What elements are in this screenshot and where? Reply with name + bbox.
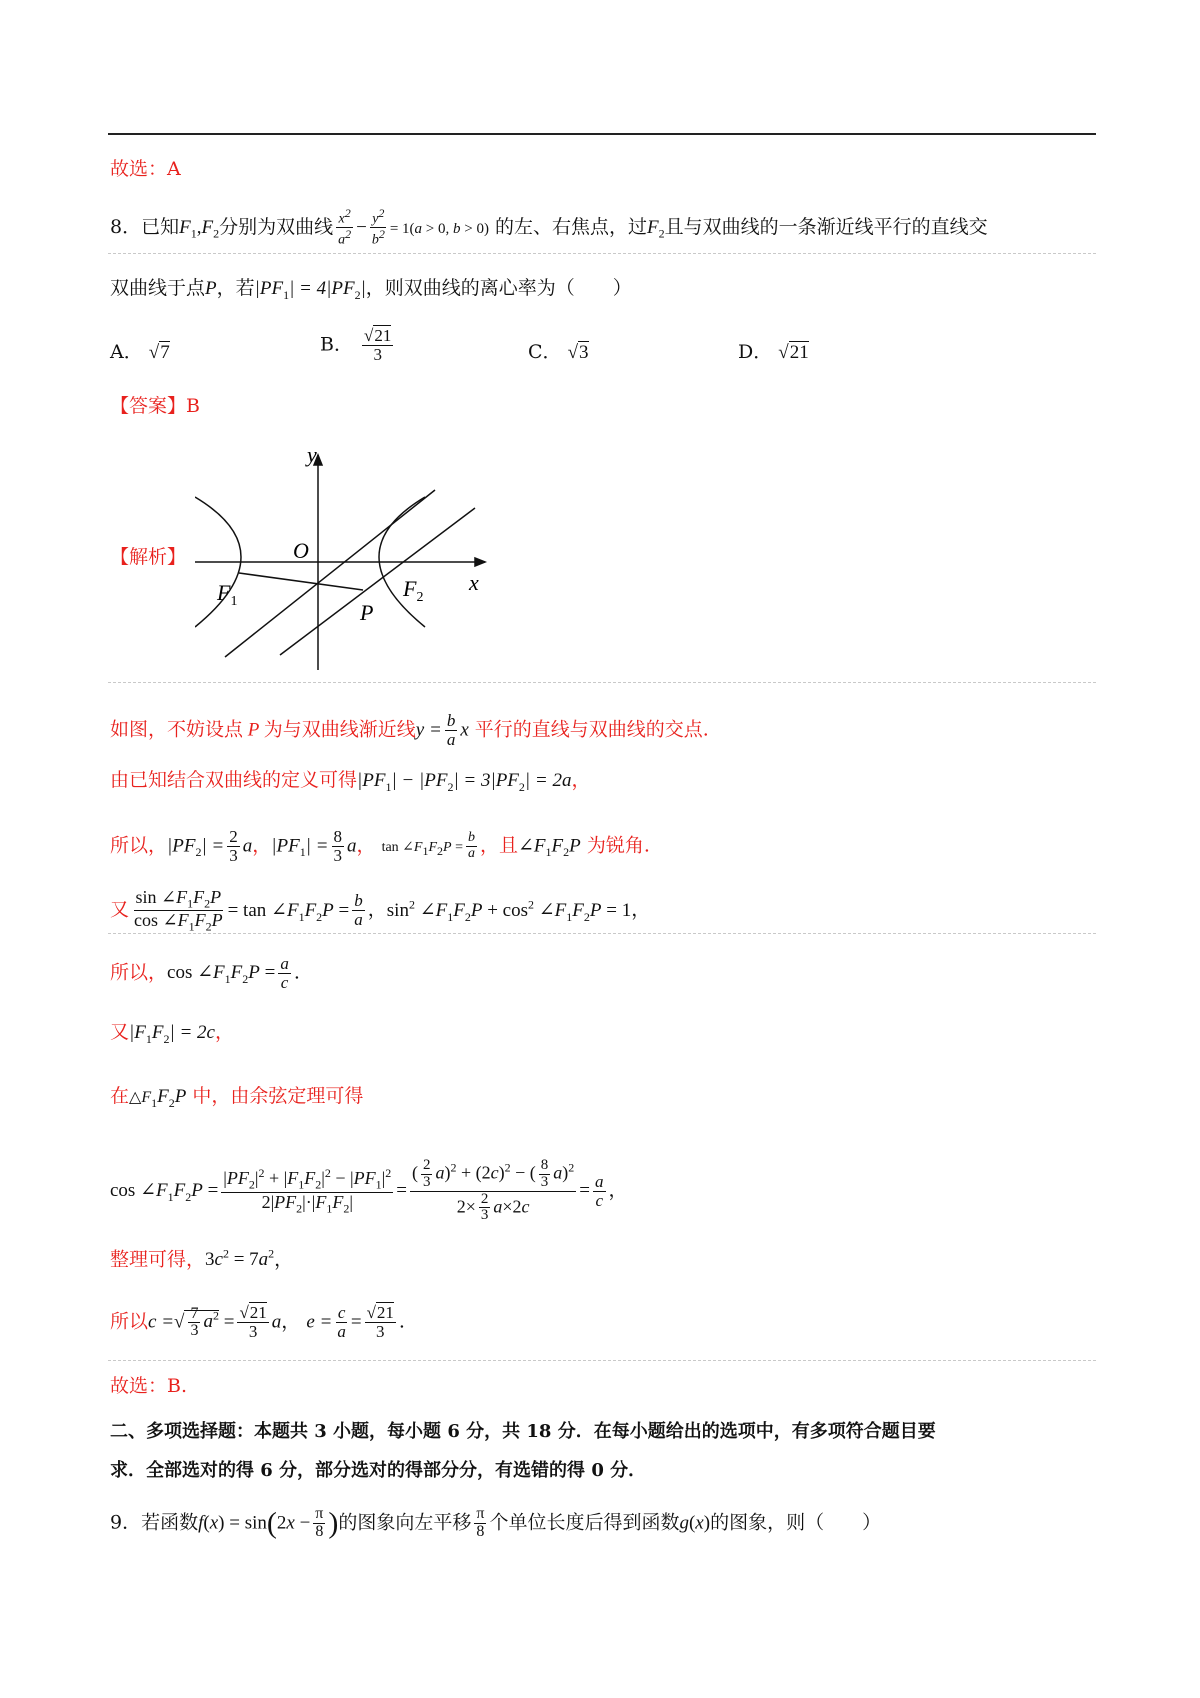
sol-line11: 故选：B. (110, 1375, 188, 1397)
cosine-law-formula: $\cos \angle F_1F_2P$ = $\frac{|PF_2|^2 + |F_1F_2|^2 - |PF_1|^2}{2|PF_2|\cdot|F_1F_2|}$ = ( $\frac{2}{3}$ $a)^2 + (2c)^2$ − ( $\frac{8}{3}$ a)$^2$ 2× $\frac{2}{3}$ a×2c = $\frac{a}{c}$ ， (110, 1157, 628, 1224)
f2-label: $F_2$ (403, 576, 424, 605)
sol-line3: 所以，$|PF_2|$ = $\frac{2}{3}$ a，$|PF_1|$ = $\frac{8}{3}$ a， $\tan \angle F_1F_2P$ = $\frac{b}{a}$ ，且$\angle F_1F_2P$ 为锐角. (110, 827, 650, 865)
q8-line1: 8．已知$F_1,F_2$分别为双曲线 $\frac{x^2}{a^2}$ − $\frac{y^2}{b^2}$ = 1(a > 0, b > 0) 的左、右焦点，过$F_2$且与双曲线的一条渐近线平行的直线交 (110, 206, 988, 248)
answer-label: 【答案】B (110, 395, 200, 417)
segment-f1-p (239, 573, 363, 590)
sol-line4: 又 $\frac{\sin \angle F_1F_2P}{\cos \angle F_1F_2P}$ = $\tan \angle F_1F_2P$ = $\frac{b}{a}$ ，$\sin^2$ $\angle F_1F_2P + \cos^2$ $\angle F_1F_2P = 1$， (110, 887, 651, 934)
y-label: y (307, 450, 317, 467)
divider (108, 1360, 1096, 1361)
sol-line7: 在$\triangle F_1F_2P$ 中，由余弦定理可得 (110, 1085, 364, 1110)
section2-line1: 二、多项选择题：本题共 3 小题，每小题 6 分，共 18 分．在每小题给出的选项中，有多项符合题目要 (110, 1421, 936, 1442)
sol-line2: 由已知结合双曲线的定义可得$|PF_1| - |PF_2| = 3|PF_2| = 2a$， (110, 769, 591, 794)
section2-line2: 求．全部选对的得 6 分，部分选对的得部分分，有选错的得 0 分． (110, 1460, 647, 1481)
sol-line5: 所以，$\cos \angle F_1F_2P$ = $\frac{a}{c}$ . (110, 954, 300, 992)
option-b: B． $\frac{√21}{3}$ (320, 326, 392, 364)
option-a: A． √7 (110, 341, 170, 363)
frac-x2-a2: $\frac{x^2}{a^2}$ (338, 206, 352, 248)
q8-line2: 双曲线于点P，若$|PF_1| = 4|PF_2|$，则双曲线的离心率为（ ） (110, 277, 632, 302)
sol-line10: 所以c =√ $\frac{7}{3}$ $a^2$ = $\frac{√21}{3}$ a， e = $\frac{c}{a}$ = $\frac{√21}{3}$ . (110, 1303, 405, 1341)
prev-answer: 故选：A (110, 158, 181, 180)
divider (108, 253, 1096, 254)
sol-line9: 整理可得，$3c^2 = 7a^2$， (110, 1247, 294, 1271)
asymptote-line (225, 490, 435, 657)
p-label: P (360, 600, 374, 625)
sol-line1: 如图，不妨设点 P 为与双曲线渐近线y = $\frac{b}{a}$ x 平行的直线与双曲线的交点. (110, 711, 709, 749)
x-label: x (469, 570, 479, 595)
q9-line: 9．若函数f(x) = sin(2x − $\frac{\pi}{8}$ )的图象向左平移 $\frac{\pi}{8}$ 个单位长度后得到函数g(x)的图象，则（ ） (110, 1505, 882, 1540)
sol-line6: 又$|F_1F_2| = 2c$， (110, 1021, 234, 1046)
divider (108, 933, 1096, 934)
header-rule (108, 133, 1096, 135)
x-axis-arrow (475, 558, 485, 566)
option-c: C． √3 (528, 341, 589, 363)
divider (108, 682, 1096, 683)
analysis-label: 【解析】 (110, 546, 187, 568)
hyperbola-figure (195, 450, 495, 675)
parallel-line (280, 508, 475, 655)
option-d: D． √21 (738, 341, 809, 363)
origin-label: O (293, 538, 309, 563)
frac-y2-b2: $\frac{y^2}{b^2}$ (371, 206, 385, 248)
f1-label: $F_1$ (217, 580, 238, 609)
